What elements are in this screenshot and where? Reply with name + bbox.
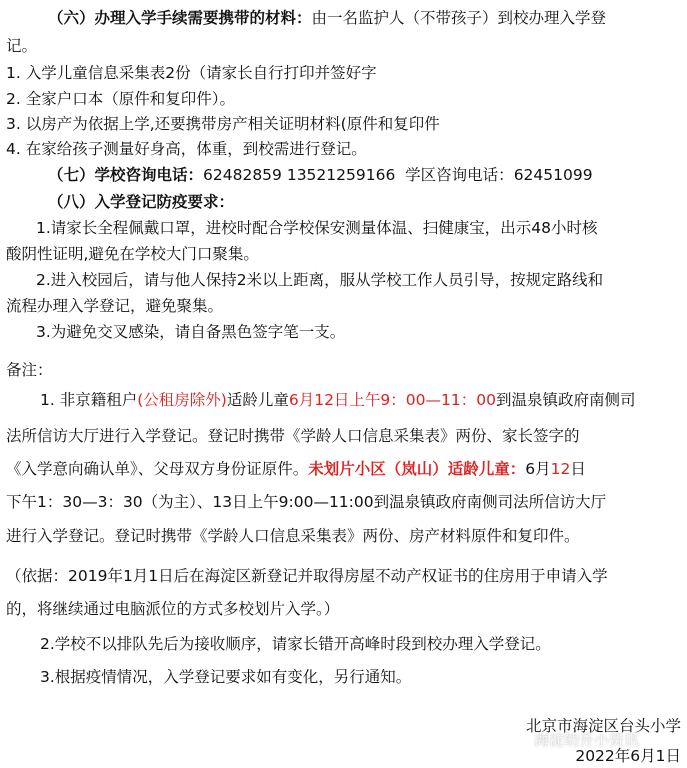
note1-line3 [6, 459, 586, 479]
section7-line [48, 165, 593, 185]
section8-item-2: 2.进入校园后，请与他人保持2米以上距离，服从学校工作人员引导，按规定路线和 [36, 271, 604, 289]
signature-date: 2022年6月1日 [575, 747, 681, 765]
school-phones: 62482859 13521259166 [203, 166, 396, 184]
note1-prefix: 1. 非京籍租户 [40, 391, 138, 409]
note2: 2.学校不以排队先后为接收顺序，请家长错开高峰时段到校办理入学登记。 [40, 635, 551, 653]
section7-heading: （七）学校咨询电话： [48, 166, 204, 184]
section6-item-1: 1. 入学儿童信息采集表2份（请家长自行打印并签好字 [6, 64, 377, 82]
note1-line3-b: 6月 [525, 460, 551, 478]
note1-line3-red2: 12 [550, 460, 571, 478]
notes-label: 备注： [6, 361, 53, 379]
section8-item-1-cont: 酸阴性证明,避免在学校大门口聚集。 [6, 245, 259, 263]
section8-item-2-cont: 流程办理入学登记，避免聚集。 [6, 297, 224, 315]
note1-line1 [40, 390, 635, 410]
note1-line3-a: 《入学意向确认单》、父母双方身份证原件。 [6, 460, 309, 478]
district-phone-label: 学区咨询电话： [405, 166, 514, 184]
note1-place: 到温泉镇政府南侧司 [495, 391, 636, 409]
section6-intro: 由一名监护人（不带孩子）到校办理入学登 [311, 9, 607, 27]
watermark-text: 海淀幼升小资讯 [534, 731, 640, 749]
section8-heading: （八）入学登记防疫要求： [48, 193, 235, 211]
school-signature: 北京市海淀区台头小学 [525, 717, 681, 735]
section8-item-1: 1.请家长全程佩戴口罩，进校时配合学校保安测量体温、扫健康宝，出示48小时核 [36, 219, 598, 237]
section8-item-3: 3.为避免交叉感染，请自备黑色签字笔一支。 [36, 323, 346, 341]
note1-line3-red: 未划片小区（岚山）适龄儿童： [308, 460, 526, 478]
note3: 3.根据疫情情况，入学登记要求如有变化，另行通知。 [40, 668, 412, 686]
note1-line5: 进行入学登记。登记时携带《学龄人口信息采集表》两份、房产材料原件和复印件。 [6, 527, 580, 545]
note1-line7: 的，将继续通过电脑派位的方式多校划片入学。） [6, 600, 340, 618]
note1-line3-c: 日 [570, 460, 586, 478]
section6-line1 [48, 8, 606, 28]
note1-age: 适龄儿童 [226, 391, 289, 409]
section6-heading: （六）办理入学手续需要携带的材料： [48, 9, 312, 27]
note1-line4: 下午1：30—3：30（为主）、13日上午9:00—11:00到温泉镇政府南侧司法所信访大厅 [6, 493, 607, 511]
note1-time: 6月12日上午9：00—11：00 [288, 391, 496, 409]
section6-item-4: 4. 在家给孩子测量好身高，体重，到校需进行登记。 [6, 140, 367, 158]
section6-intro-cont: 记。 [6, 37, 38, 55]
wechat-icon [512, 733, 530, 749]
section6-item-3: 3. 以房产为依据上学,还要携带房产相关证明材料(原件和复印件 [6, 115, 440, 133]
note1-line6: （依据：2019年1月1日后在海淀区新登记并取得房屋不动产权证书的住房用于申请入学 [6, 567, 608, 585]
section6-item-2: 2. 全家户口本（原件和复印件）。 [6, 90, 235, 108]
district-phone: 62451099 [513, 166, 593, 184]
note1-line2: 法所信访大厅进行入学登记。登记时携带《学龄人口信息采集表》两份、家长签字的 [6, 427, 580, 445]
note1-exception: (公租房除外) [137, 391, 227, 409]
